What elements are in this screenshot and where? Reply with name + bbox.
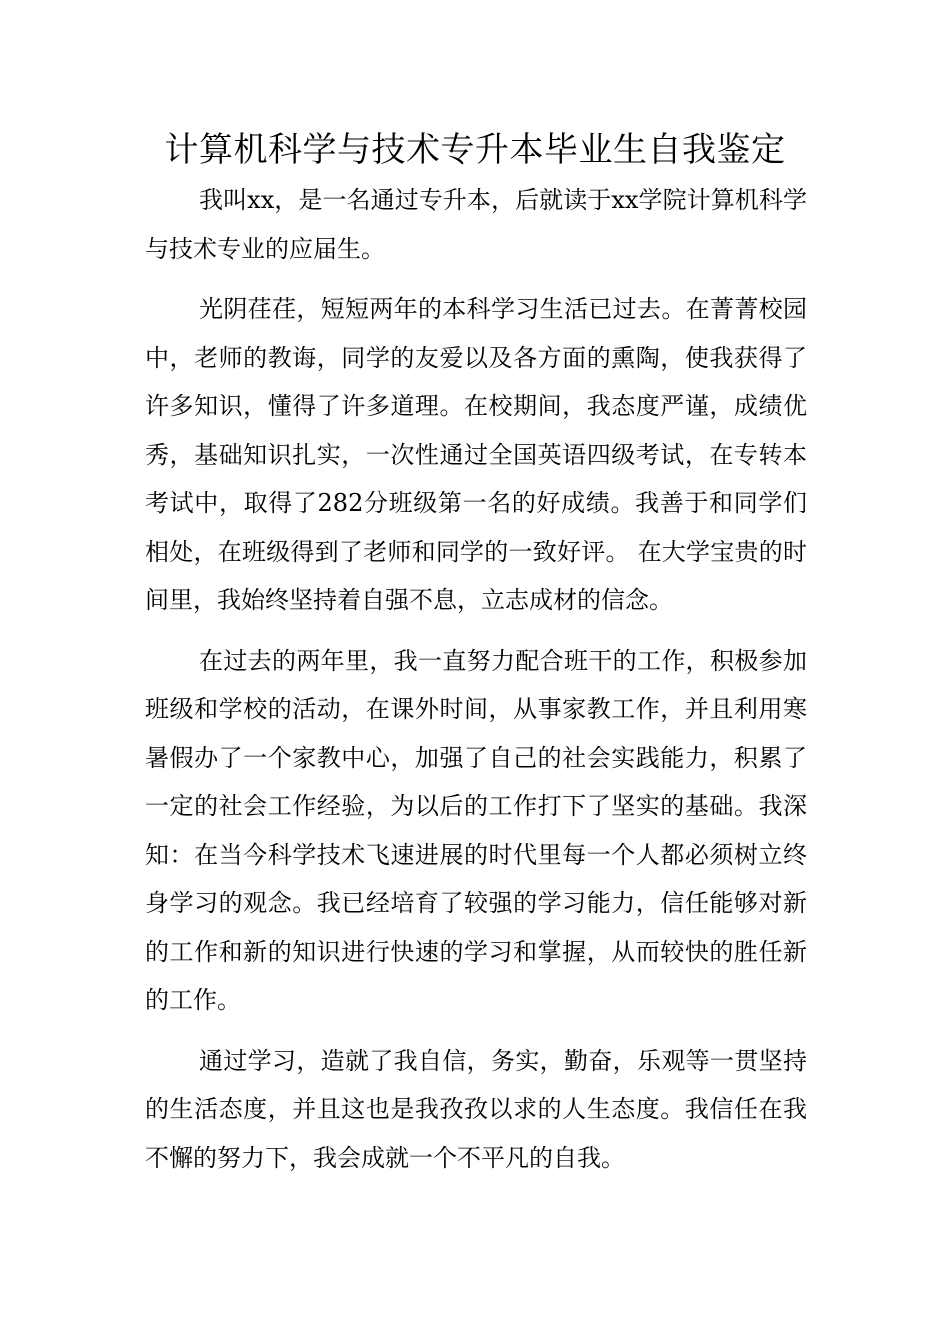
paragraph-study: 光阴荏荏，短短两年的本科学习生活已过去。在菁菁校园中，老师的教诲，同学的友爱以及各方面的熏陶，使我获得了许多知识，懂得了许多道理。在校期间，我态度严谨，成绩优秀，基础知识扎实，一次性通过全国英语四级考试，在专转本考试中，取得了282分班级第一名的好成绩。我善于和同学们相处，在班级得到了老师和同学的一致好评。 在大学宝贵的时间里，我始终坚持着自强不息，立志成材的信念。 xyxy=(145,295,807,614)
paragraph-intro: 我叫xx，是一名通过专升本，后就读于xx学院计算机科学与技术专业的应届生。 xyxy=(145,186,807,263)
document-title: 计算机科学与技术专升本毕业生自我鉴定 xyxy=(164,130,786,170)
paragraph-attitude: 通过学习，造就了我自信，务实，勤奋，乐观等一贯坚持的生活态度，并且这也是我孜孜以求的人生态度。我信任在我不懈的努力下，我会成就一个不平凡的自我。 xyxy=(145,1046,807,1172)
document-body xyxy=(145,176,807,1182)
paragraph-activities: 在过去的两年里，我一直努力配合班干的工作，积极参加班级和学校的活动，在课外时间，从事家教工作，并且利用寒暑假办了一个家教中心，加强了自己的社会实践能力，积累了一定的社会工作经验，为以后的工作打下了坚实的基础。我深知：在当今科学技术飞速进展的时代里每一个人都必须树立终身学习的观念。我已经培育了较强的学习能力，信任能够对新的工作和新的知识进行快速的学习和掌握，从而较快的胜任新的工作。 xyxy=(145,646,807,1014)
